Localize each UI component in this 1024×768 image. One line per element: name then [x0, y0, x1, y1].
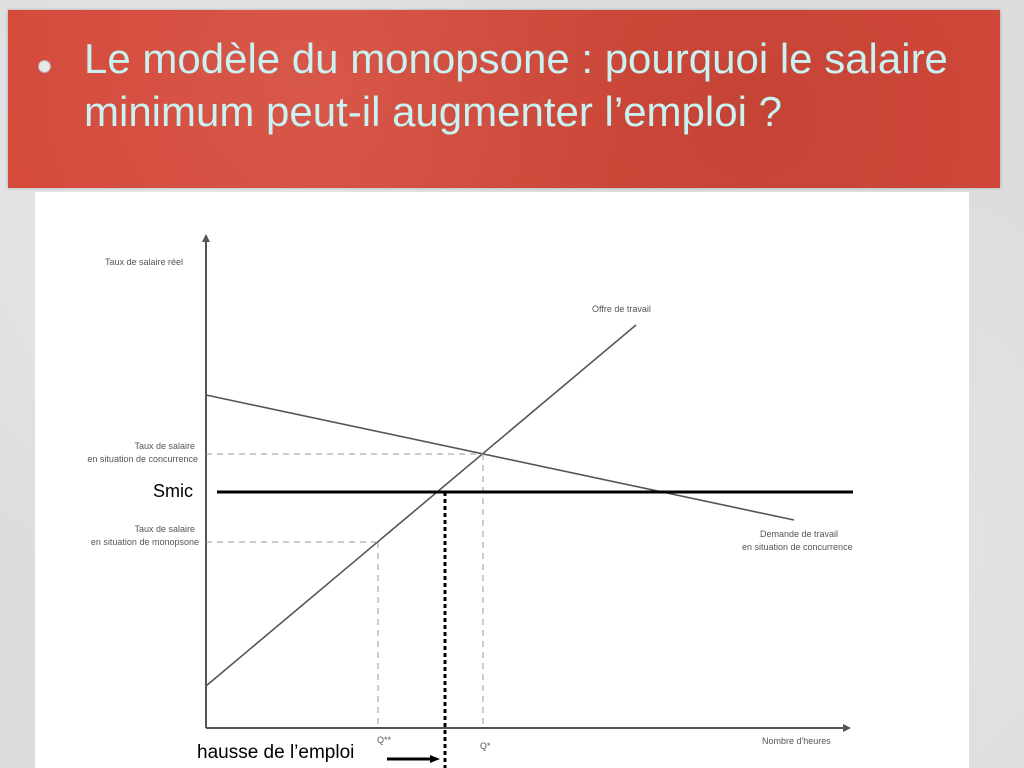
- y-axis-label: Taux de salaire réel: [105, 257, 184, 267]
- supply-label: Offre de travail: [592, 304, 651, 314]
- monopsony-wage-label-line-2: en situation de monopsone: [90, 537, 199, 547]
- title-banner: [8, 10, 1000, 188]
- monopsony-diagram: [35, 192, 969, 768]
- q-competitive-label: Q*: [480, 741, 491, 751]
- competitive-wage-label-line-2: en situation de concurrence: [87, 454, 198, 464]
- slide-title: Le modèle du monopsone : pourquoi le salaire minimum peut-il augmenter l’emploi ?: [84, 35, 948, 135]
- employment-increase-label: hausse de l’emploi: [197, 742, 355, 763]
- demand-label-line-1: Demande de travail: [760, 529, 839, 539]
- q-monopsony-label: Q**: [377, 735, 392, 745]
- supply-curve: [206, 325, 636, 686]
- demand-label-line-2: en situation de concurrence: [742, 542, 853, 552]
- x-axis-label: Nombre d'heures: [762, 736, 831, 746]
- monopsony-wage-label-line-1: Taux de salaire: [134, 524, 195, 534]
- smic-label: Smic: [153, 481, 193, 501]
- bullet-icon: [38, 60, 51, 73]
- diagram-svg: [35, 192, 969, 768]
- competitive-wage-label-line-1: Taux de salaire: [134, 441, 195, 451]
- demand-curve: [206, 395, 794, 520]
